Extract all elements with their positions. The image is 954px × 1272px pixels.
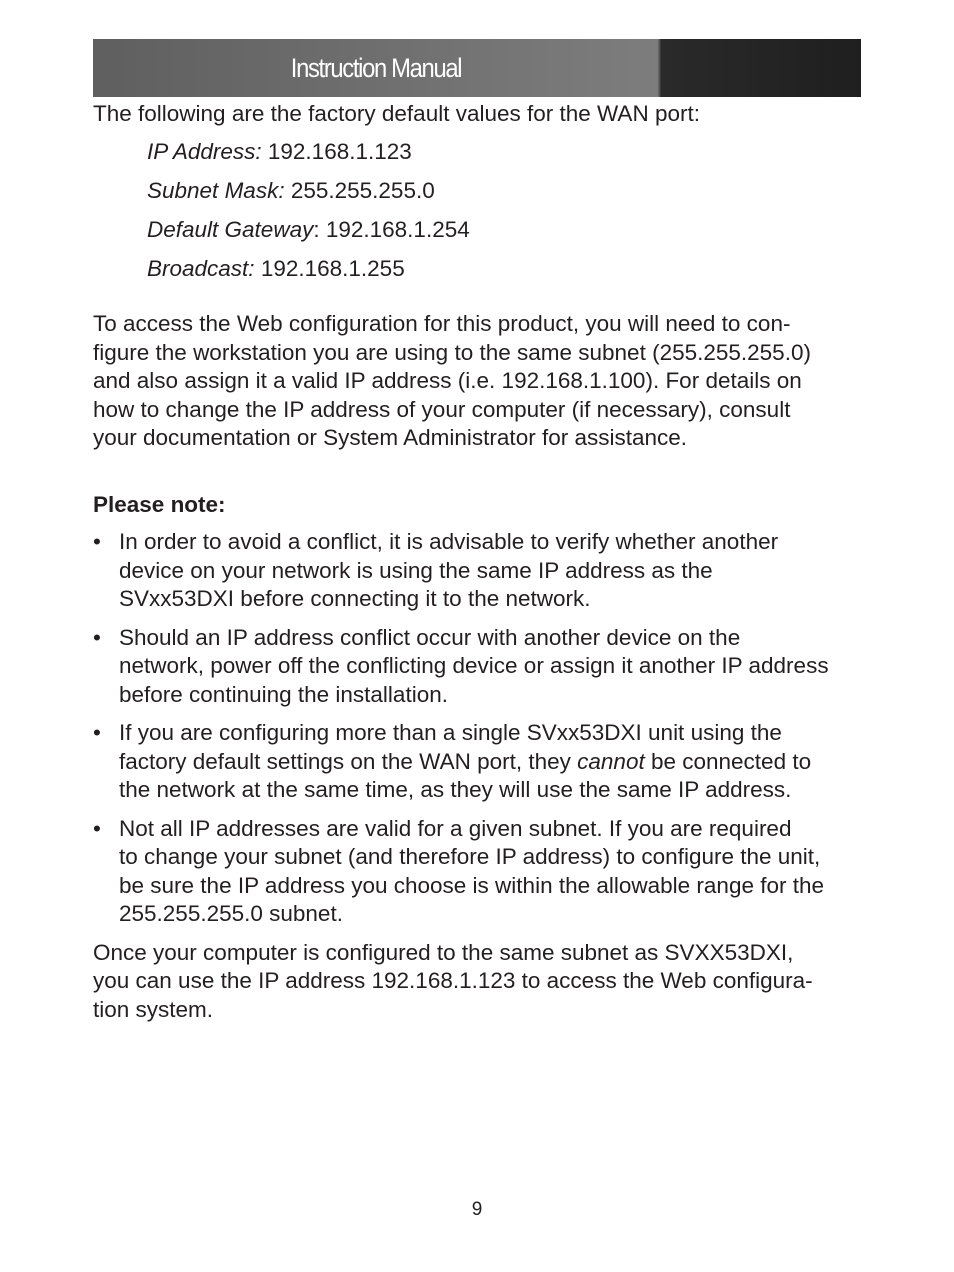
- default-gateway: [147, 216, 868, 245]
- bullet-dot: •: [93, 720, 101, 745]
- text-line: Once your computer is configured to the same subnet as SVXX53DXI,: [93, 939, 794, 965]
- bullet-item: [93, 719, 868, 805]
- default-value: : 192.168.1.254: [313, 216, 470, 242]
- text-line: tion system.: [93, 996, 214, 1022]
- text-line: device on your network is using the same IP address as the: [119, 557, 713, 583]
- text-fragment: be connected to: [644, 748, 812, 774]
- text-line: 255.255.255.0 subnet.: [119, 901, 343, 926]
- default-label: Default Gateway: [147, 216, 314, 242]
- default-label: Broadcast:: [147, 255, 255, 281]
- text-line: Should an IP address conflict occur with another device on the: [119, 624, 741, 650]
- access-paragraph: [93, 310, 868, 453]
- text-line: to change your subnet (and therefore IP address) to configure the unit,: [119, 844, 821, 869]
- text-line: To access the Web configuration for this product, you will need to con-: [93, 311, 791, 336]
- default-value: 192.168.1.255: [254, 255, 405, 281]
- text-line: figure the workstation you are using to the same subnet (255.255.255.0): [93, 339, 811, 365]
- page-content: [93, 100, 868, 1024]
- text-line: your documentation or System Administrator for assistance.: [93, 425, 688, 450]
- text-line: how to change the IP address of your computer (if necessary), consult: [93, 396, 791, 422]
- default-label: Subnet Mask:: [147, 177, 285, 203]
- text-line: SVxx53DXI before connecting it to the network.: [119, 586, 591, 611]
- default-value: 255.255.255.0: [284, 177, 435, 203]
- text-fragment: factory default settings on the WAN port, they: [119, 748, 578, 774]
- closing-paragraph: [93, 939, 868, 1025]
- bullet-item: [93, 624, 868, 710]
- text-line: you can use the IP address 192.168.1.123 to access the Web configura-: [93, 968, 813, 993]
- note-heading: Please note:: [93, 491, 226, 517]
- text-line: the network at the same time, as they will use the same IP address.: [119, 777, 792, 802]
- header-bar: [93, 39, 861, 97]
- default-value: 192.168.1.123: [261, 138, 412, 164]
- emphasis-text: cannot: [577, 748, 645, 774]
- default-values-list: [147, 138, 868, 284]
- text-line: In order to avoid a conflict, it is advisable to verify whether another: [119, 529, 779, 554]
- text-line: If you are configuring more than a single SVxx53DXI unit using the: [119, 720, 782, 745]
- default-ip-address: [147, 138, 868, 167]
- text-line: before continuing the installation.: [119, 681, 448, 707]
- text-line: Not all IP addresses are valid for a given subnet. If you are required: [119, 815, 792, 841]
- bullet-dot: •: [93, 624, 101, 650]
- default-subnet-mask: [147, 177, 868, 206]
- note-bullet-list: [93, 528, 868, 929]
- text-line: and also assign it a valid IP address (i.e. 192.168.1.100). For details on: [93, 368, 802, 393]
- bullet-item: [93, 815, 868, 929]
- bullet-dot: •: [93, 529, 101, 554]
- page-number: 9: [471, 1199, 483, 1220]
- default-broadcast: [147, 255, 868, 284]
- default-label: IP Address:: [147, 138, 262, 164]
- text-line: network, power off the conflicting device or assign it another IP address: [119, 653, 829, 678]
- intro-text: The following are the factory default values for the WAN port:: [93, 101, 700, 126]
- text-line: be sure the IP address you choose is within the allowable range for the: [119, 872, 825, 898]
- bullet-dot: •: [93, 815, 101, 841]
- bullet-item: [93, 528, 868, 614]
- header-title: Instruction Manual: [290, 53, 462, 83]
